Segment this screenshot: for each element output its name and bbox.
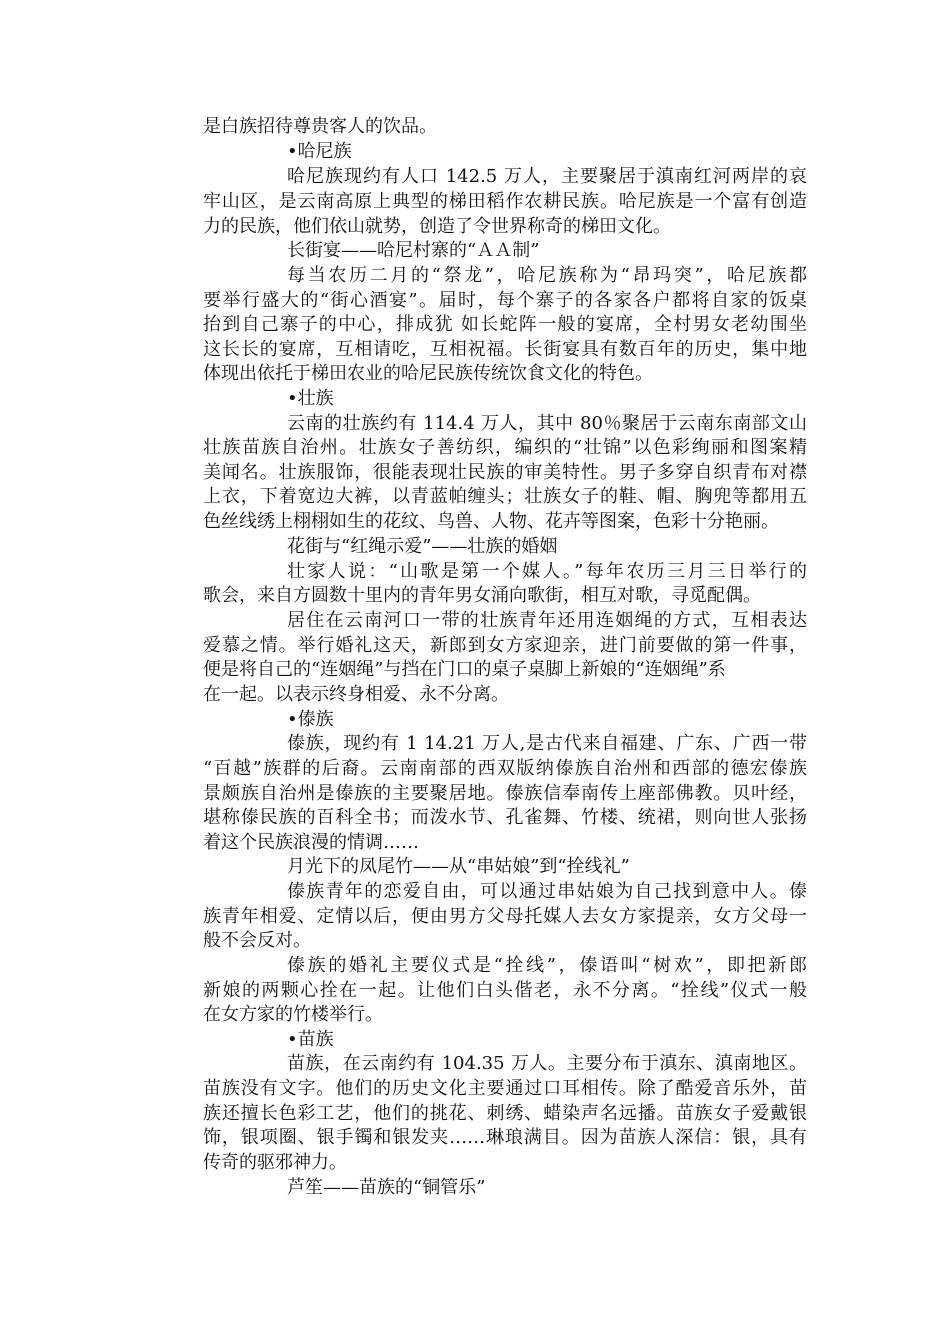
body-text-line: 云南的壮族约有 114.4 万人，其中 80％聚居于云南东南部文山 [287, 413, 807, 434]
section-heading: •哈尼族 [287, 141, 352, 162]
body-text-line: 居住在云南河口一带的壮族青年还用连姻绳的方式，互相表达 [287, 610, 807, 631]
body-text-line: 上衣，下着宽边大裤，以青蓝帕缠头；壮族女子的鞋、帽、胸兜等都用五 [203, 486, 807, 507]
body-text-line: 饰，银项圈、银手镯和银发夹……琳琅满目。因为苗族人深信：银，具有 [203, 1127, 807, 1148]
body-text-line: 力的民族，他们依山就势，创造了令世界称奇的梯田文化。 [203, 216, 671, 237]
body-text-line: 壮族苗族自治州。壮族女子善纺织，编织的“壮锦”以色彩绚丽和图案精 [203, 437, 807, 458]
body-text-line: 牢山区，是云南高原上典型的梯田稻作农耕民族。哈尼族是一个富有创造 [203, 191, 807, 212]
body-text-line: “百越”族群的后裔。云南南部的西双版纳傣族自治州和西部的德宏傣族 [203, 758, 807, 779]
body-text-line: 苗族，在云南约有 104.35 万人。主要分布于滇东、滇南地区。 [287, 1053, 807, 1074]
body-text-line: 歌会，来自方圆数十里内的青年男女涌向歌街，相互对歌，寻觅配偶。 [203, 585, 761, 606]
body-text-line: 每当农历二月的“祭龙”，哈尼族称为“昂玛突”，哈尼族都 [287, 265, 807, 286]
subsection-heading: 花街与“红绳示爱”——壮族的婚姻 [287, 536, 558, 557]
body-text-line: 是白族招待尊贵客人的饮品。 [203, 116, 437, 137]
body-text-line: 傣族的婚礼主要仪式是“拴线”，傣语叫“树欢”，即把新郎 [287, 955, 807, 976]
section-heading: •傣族 [287, 709, 334, 730]
body-text-line: 族还擅长色彩工艺，他们的挑花、刺绣、蜡染声名远播。苗族女子爱戴银 [203, 1103, 807, 1124]
body-text-line: 抬到自己寨子的中心，排成犹 如长蛇阵一般的宴席，全村男女老幼围坐 [203, 314, 807, 335]
body-text-line: 色丝线绣上栩栩如生的花纹、鸟兽、人物、花卉等图案，色彩十分艳丽。 [203, 511, 779, 532]
body-text-line: 便是将自己的“连姻绳”与挡在门口的桌子桌脚上新娘的“连姻绳”系 [203, 659, 726, 680]
subsection-heading: 月光下的凤尾竹——从“串姑娘”到“拴线礼” [287, 856, 630, 877]
body-text-line: 壮家人说：“山歌是第一个媒人。”每年农历三月三日举行的 [287, 561, 807, 582]
body-text-line: 在女方家的竹楼举行。 [203, 1004, 383, 1025]
body-text-line: 傣族青年的恋爱自由，可以通过串姑娘为自己找到意中人。傣 [287, 881, 807, 902]
body-text-line: 美闻名。壮族服饰，很能表现壮民族的审美特性。男子多穿自织青布对襟 [203, 462, 807, 483]
subsection-heading: 芦笙——苗族的“铜管乐” [287, 1177, 486, 1198]
body-text-line: 堪称傣民族的百科全书；而泼水节、孔雀舞、竹楼、统裙，则向世人张扬 [203, 807, 807, 828]
body-text-line: 爱慕之情。举行婚礼这天，新郎到女方家迎亲，进门前要做的第一件事， [203, 635, 807, 656]
body-text-line: 般不会反对。 [203, 930, 311, 951]
body-text-line: 哈尼族现约有人口 142.5 万人，主要聚居于滇南红河两岸的哀 [287, 166, 807, 187]
body-text-line: 新娘的两颗心拴在一起。让他们白头偕老，永不分离。“拴线”仪式一般 [203, 980, 807, 1001]
body-text-line: 要举行盛大的“街心酒宴”。届时，每个寨子的各家各户都将自家的饭桌 [203, 290, 807, 311]
body-text-line: 景颇族自治州是傣族的主要聚居地。傣族信奉南传上座部佛教。贝叶经， [203, 783, 807, 804]
body-text-line: 傣族，现约有 1 14.21 万人,是古代来自福建、广东、广西一带 [287, 733, 807, 754]
body-text-line: 着这个民族浪漫的情调…… [203, 832, 419, 853]
section-heading: •壮族 [287, 388, 334, 409]
body-text-line: 这长长的宴席，互相请吃，互相祝福。长街宴具有数百年的历史，集中地 [203, 339, 807, 360]
section-heading: •苗族 [287, 1029, 334, 1050]
body-text-line: 苗族没有文字。他们的历史文化主要通过口耳相传。除了酷爱音乐外，苗 [203, 1078, 807, 1099]
body-text-line: 在一起。以表示终身相爱、永不分离。 [203, 684, 509, 705]
body-text-line: 体现出依托于梯田农业的哈尼民族传统饮食文化的特色。 [203, 363, 653, 384]
subsection-heading: 长街宴——哈尼村寨的“ＡＡ制” [287, 240, 540, 261]
body-text-line: 传奇的驱邪神力。 [203, 1152, 347, 1173]
body-text-line: 族青年相爱、定情以后，便由男方父母托媒人去女方家提亲，女方父母一 [203, 906, 807, 927]
